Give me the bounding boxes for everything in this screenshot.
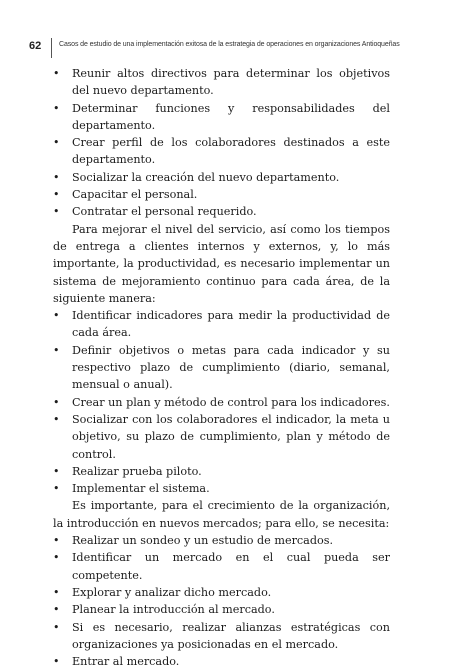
bullet-marker: • (53, 136, 60, 150)
list-item (0, 186, 453, 203)
bullet-marker: • (53, 464, 60, 478)
bullet-marker: • (53, 412, 60, 426)
list-item (0, 134, 453, 169)
list-item (0, 65, 453, 100)
list-item (0, 584, 453, 601)
list-item (0, 549, 453, 584)
list-item-text: Si es necesario, realizar alianzas estratégicas con organizaciones ya posicionadas en el mercado. (72, 620, 390, 651)
bullet-marker: • (53, 585, 60, 599)
list-item (0, 411, 453, 463)
bullet-marker: • (53, 67, 60, 80)
paragraph-text: Para mejorar el nivel del servicio, así como los tiempos de entrega a clientes internos y externos, y, lo más importante, la productividad, es necesario implementar un sistema de mejoramiento continuo para cada área, de la siguiente manera: (53, 222, 390, 305)
list-item-text: Planear la introducción al mercado. (72, 603, 275, 617)
list-item-text: Explorar y analizar dicho mercado. (72, 585, 272, 599)
header-divider (51, 38, 52, 58)
page-number: 62 (29, 40, 42, 52)
bullet-marker: • (53, 534, 60, 548)
bullet-marker: • (53, 205, 60, 219)
bullet-marker: • (53, 309, 60, 323)
bullet-marker: • (53, 343, 60, 357)
page-body (0, 65, 453, 670)
body-paragraph (0, 221, 453, 307)
list-item (0, 100, 453, 135)
bullet-marker: • (53, 170, 60, 184)
bullet-marker: • (53, 395, 60, 409)
list-item (0, 342, 453, 394)
list-item (0, 532, 453, 549)
list-item (0, 619, 453, 654)
bullet-marker: • (53, 101, 60, 115)
list-item-text: Reunir altos directivos para determinar los objetivos del nuevo departamento. (72, 67, 390, 98)
running-title: Casos de estudio de una implementación exitosa de la estrategia de operaciones en organizaciones Antioqueñas (59, 41, 400, 48)
bullet-marker: • (53, 603, 60, 617)
list-item-text: Realizar prueba piloto. (72, 464, 202, 478)
list-item (0, 463, 453, 480)
list-item-text: Identificar un mercado en el cual pueda ser competente. (72, 551, 390, 582)
list-item-text: Realizar un sondeo y un estudio de mercados. (72, 534, 334, 548)
list-item-text: Determinar funciones y responsabilidades del departamento. (72, 101, 390, 132)
list-item (0, 653, 453, 670)
list-item-text: Definir objetivos o metas para cada indicador y su respectivo plazo de cumplimiento (diario, semanal, mensual o anual). (72, 343, 390, 392)
list-item (0, 169, 453, 186)
page-header (25, 38, 435, 60)
list-item-text: Identificar indicadores para medir la productividad de cada área. (72, 309, 390, 340)
list-item (0, 601, 453, 618)
bullet-marker: • (53, 655, 60, 669)
list-item (0, 203, 453, 220)
paragraph-text: Es importante, para el crecimiento de la organización, la introducción en nuevos mercados; para ello, se necesita: (53, 499, 390, 530)
bullet-marker: • (53, 482, 60, 496)
list-item-text: Socializar con los colaboradores el indicador, la meta u objetivo, su plazo de cumplimiento, plan y método de control. (72, 412, 390, 461)
list-item (0, 394, 453, 411)
list-item-text: Contratar el personal requerido. (72, 205, 257, 219)
list-item-text: Socializar la creación del nuevo departamento. (72, 170, 340, 184)
bullet-marker: • (53, 188, 60, 202)
body-paragraph (0, 497, 453, 532)
list-item-text: Crear perfil de los colaboradores destinados a este departamento. (72, 136, 390, 167)
list-item-text: Capacitar el personal. (72, 188, 198, 202)
list-item (0, 307, 453, 342)
bullet-marker: • (53, 620, 60, 634)
list-item-text: Entrar al mercado. (72, 655, 180, 669)
list-item (0, 480, 453, 497)
list-item-text: Implementar el sistema. (72, 482, 210, 496)
list-item-text: Crear un plan y método de control para los indicadores. (72, 395, 390, 409)
bullet-marker: • (53, 551, 60, 565)
